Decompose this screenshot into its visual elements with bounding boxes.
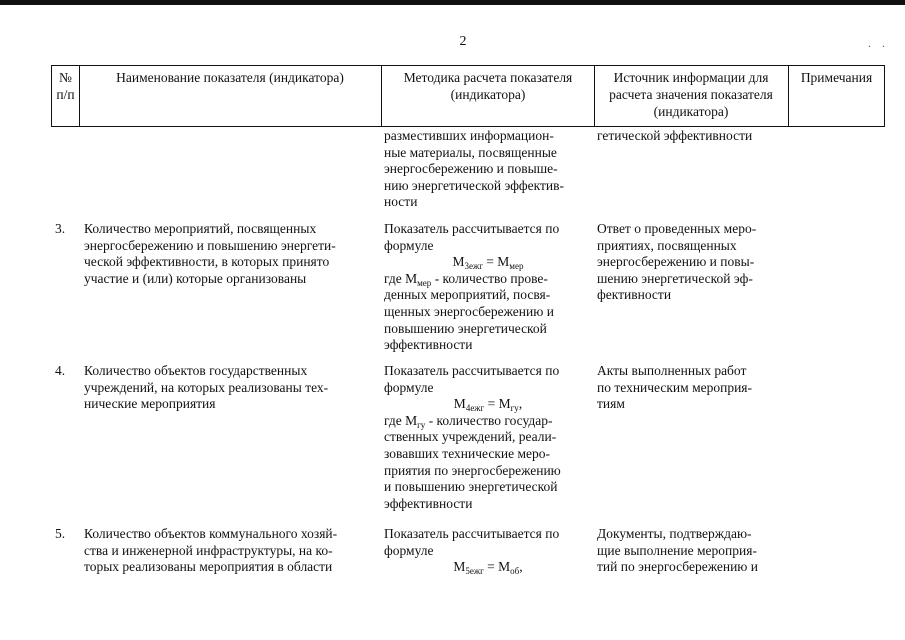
formula-equals: = [483,559,499,575]
text-line: шению энергетической эф- [597,270,753,286]
formula-equals: = [484,396,499,412]
text-line: участие и (или) которые организованы [84,270,307,286]
col-border [381,65,382,127]
text-line: эффективности [384,495,473,511]
corner-mark: . . [868,36,889,50]
top-border-bar [0,0,905,5]
text-line: Количество объектов коммунального хозяй- [84,526,338,541]
text-line: Количество объектов государственных [84,363,308,378]
formula-subscript: 4ежг [465,403,485,414]
continuation-source [597,128,787,145]
formula-subscript: гу [510,403,519,414]
row-name [84,526,378,576]
text-line: по техническим мероприя- [597,379,753,395]
formula-subscript: мер [509,261,524,272]
text-line: ства и инженерной инфраструктуры, на ко- [84,542,333,558]
formula-subscript: об [510,566,520,577]
row-method [384,221,592,354]
formula-tail: , [518,396,523,412]
text-line: торых реализованы мероприятия в области [84,559,333,575]
header-col-num: № п/п [56,70,75,102]
text-line: ные материалы, посвященные [384,144,557,160]
row-source [597,363,787,413]
text-line: ственных учреждений, реали- [384,429,557,445]
table-header-bottom-rule [51,126,884,127]
text-line: энергосбережению и повыше- [384,161,558,177]
text-line: энергосбережению и повышению энергети- [84,237,336,253]
text-line: учреждений, на которых реализованы тех- [84,379,329,395]
text-line: формуле [384,542,434,558]
row-source [597,526,787,576]
table-top-rule [51,65,884,66]
text-line: денных мероприятий, посвя- [384,287,551,303]
formula-equals: = [482,254,498,270]
formula-symbol: M [453,559,466,575]
text-line: ческой эффективности, в которых принято [84,254,330,270]
formula-symbol: M [453,396,466,412]
text-line: Показатель рассчитывается по [384,363,560,378]
text-line: тий по энергосбережению и [597,559,758,575]
text-line: ности [384,194,418,210]
text-line: Показатель рассчитывается по [384,221,560,236]
formula-symbol: M [498,559,511,575]
text-line: щенных энергосбережению и [384,303,554,319]
row-method [384,526,592,576]
where-subscript: мер [417,277,432,288]
formula [384,559,592,576]
formula [384,396,592,413]
where-prefix: где M [384,270,418,286]
row-number: 3. [55,221,66,236]
text-line: Количество мероприятий, посвященных [84,221,317,236]
text-line: зовавших технические меро- [384,445,551,461]
formula [384,254,592,271]
row-number: 5. [55,526,66,541]
row-method [384,363,592,512]
row-name [84,221,378,287]
text-line: приятиях, посвященных [597,237,737,253]
text-line: эффективности [384,337,473,353]
header-col-method: Методика расчета показателя (индикатора) [403,70,573,102]
text-line: гетической эффективности [597,128,753,143]
text-line: разместивших информацион- [384,128,554,143]
formula-subscript: 5ежг [465,566,484,577]
text-line: Показатель рассчитывается по [384,526,560,541]
row-source [597,221,787,304]
where-text: - количество государ- [425,412,553,428]
text-line: Ответ о проведенных меро- [597,221,757,236]
formula-subscript: 3ежг [464,261,483,272]
where-line [384,413,592,430]
where-text: - количество прове- [431,270,548,286]
text-line: повышению энергетической [384,320,547,336]
formula-symbol: M [452,254,465,270]
header-col-notes: Примечания [800,70,873,85]
header-col-name: Наименование показателя (индикатора) [116,70,344,85]
text-line: тиям [597,396,625,412]
text-line: нию энергетической эффектив- [384,177,564,193]
continuation-method [384,128,592,211]
where-prefix: где M [384,412,418,428]
text-line: нические мероприятия [84,396,216,412]
text-line: щие выполнение мероприя- [597,542,757,558]
col-border [79,65,80,127]
text-line: формуле [384,237,434,253]
col-border [594,65,595,127]
col-border [884,65,885,127]
where-line [384,271,592,288]
row-number: 4. [55,363,66,378]
text-line: Акты выполненных работ [597,363,747,378]
formula-symbol: M [498,396,511,412]
text-line: фективности [597,287,672,303]
text-line: энергосбережению и повы- [597,254,755,270]
where-subscript: гу [417,419,426,430]
header-col-source: Источник информации для расчета значения показателя (индикатора) [609,70,773,119]
text-line: формуле [384,379,434,395]
text-line: Документы, подтверждаю- [597,526,752,541]
page-number: 2 [459,34,467,49]
formula-tail: , [519,559,523,575]
formula-symbol: M [497,254,510,270]
text-line: и повышению энергетической [384,479,558,495]
row-name [84,363,378,413]
text-line: приятия по энергосбережению [384,462,561,478]
